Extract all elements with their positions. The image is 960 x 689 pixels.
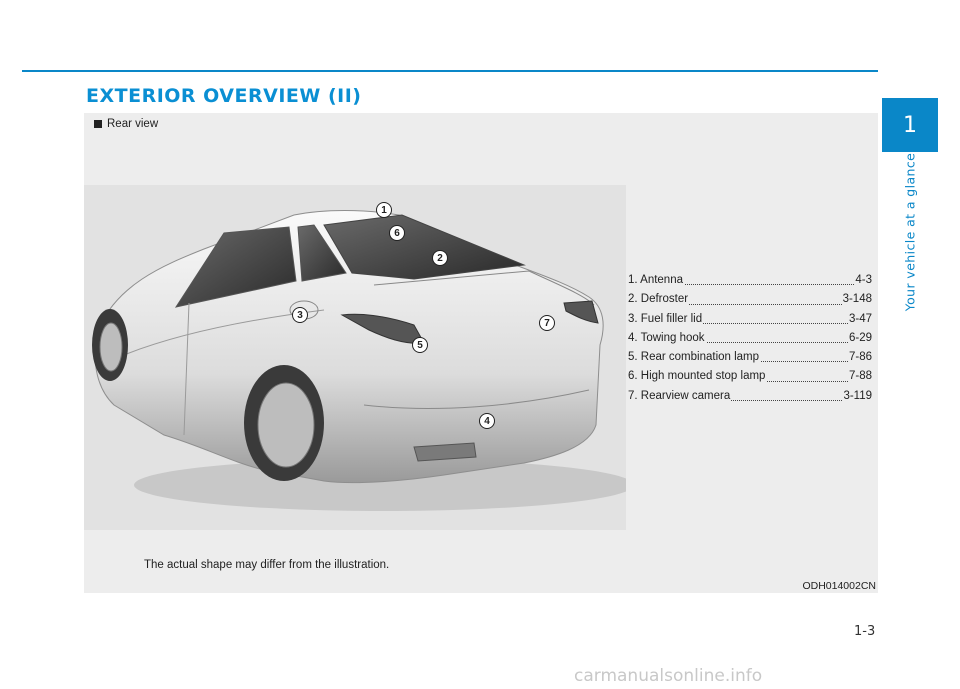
- page-number: 1-3: [854, 624, 876, 639]
- part-item[interactable]: [628, 367, 872, 386]
- illustration-note: The actual shape may differ from the illustration.: [144, 559, 390, 571]
- content-panel: [84, 113, 878, 593]
- part-item[interactable]: [628, 310, 872, 329]
- callout-4-label: 4: [484, 415, 490, 427]
- callout-3: [292, 307, 308, 323]
- part-page[interactable]: 4-3: [854, 271, 872, 290]
- part-label: 5. Rear combination lamp: [628, 351, 760, 364]
- callout-2-label: 2: [437, 252, 443, 264]
- part-page[interactable]: 3-119: [842, 387, 872, 406]
- header-rule: [22, 70, 878, 72]
- car-rear-illustration: [84, 185, 626, 530]
- rear-rim: [258, 383, 314, 467]
- section-label-text: Rear view: [107, 118, 159, 130]
- part-page[interactable]: 7-88: [848, 367, 872, 386]
- chapter-label: Your vehicle at a glance: [902, 152, 918, 312]
- front-rim: [100, 323, 122, 371]
- part-item[interactable]: [628, 348, 872, 367]
- parts-list: [628, 271, 872, 406]
- chapter-tab[interactable]: [882, 98, 938, 152]
- part-item[interactable]: [628, 329, 872, 348]
- part-item[interactable]: [628, 290, 872, 309]
- part-page[interactable]: 7-86: [848, 348, 872, 367]
- callout-7-label: 7: [544, 317, 550, 329]
- callout-5-label: 5: [417, 339, 423, 351]
- square-bullet-icon: [94, 120, 102, 128]
- part-page[interactable]: 6-29: [848, 329, 872, 348]
- part-label: 2. Defroster: [628, 293, 689, 306]
- part-item[interactable]: [628, 271, 872, 290]
- callout-5: [412, 337, 428, 353]
- section-label: [94, 118, 158, 130]
- part-label: 7. Rearview camera: [628, 389, 731, 402]
- callout-2: [432, 250, 448, 266]
- callout-1-label: 1: [381, 204, 387, 216]
- part-label: 3. Fuel filler lid: [628, 312, 703, 325]
- page-title: EXTERIOR OVERVIEW (II): [86, 85, 362, 107]
- part-item[interactable]: [628, 387, 872, 406]
- part-page[interactable]: 3-47: [848, 310, 872, 329]
- part-label: 4. Towing hook: [628, 331, 705, 344]
- watermark-text: carmanualsonline.info: [574, 666, 763, 686]
- part-page[interactable]: 3-148: [842, 290, 872, 309]
- figure-code: ODH014002CN: [802, 580, 876, 592]
- callout-7: [539, 315, 555, 331]
- part-label: 1. Antenna: [628, 274, 683, 286]
- part-label: 6. High mounted stop lamp: [628, 370, 766, 383]
- callout-6: [389, 225, 405, 241]
- callout-6-label: 6: [394, 227, 400, 239]
- chapter-number: 1: [903, 112, 917, 138]
- callout-1: [376, 202, 392, 218]
- callout-3-label: 3: [297, 309, 303, 321]
- callout-4: [479, 413, 495, 429]
